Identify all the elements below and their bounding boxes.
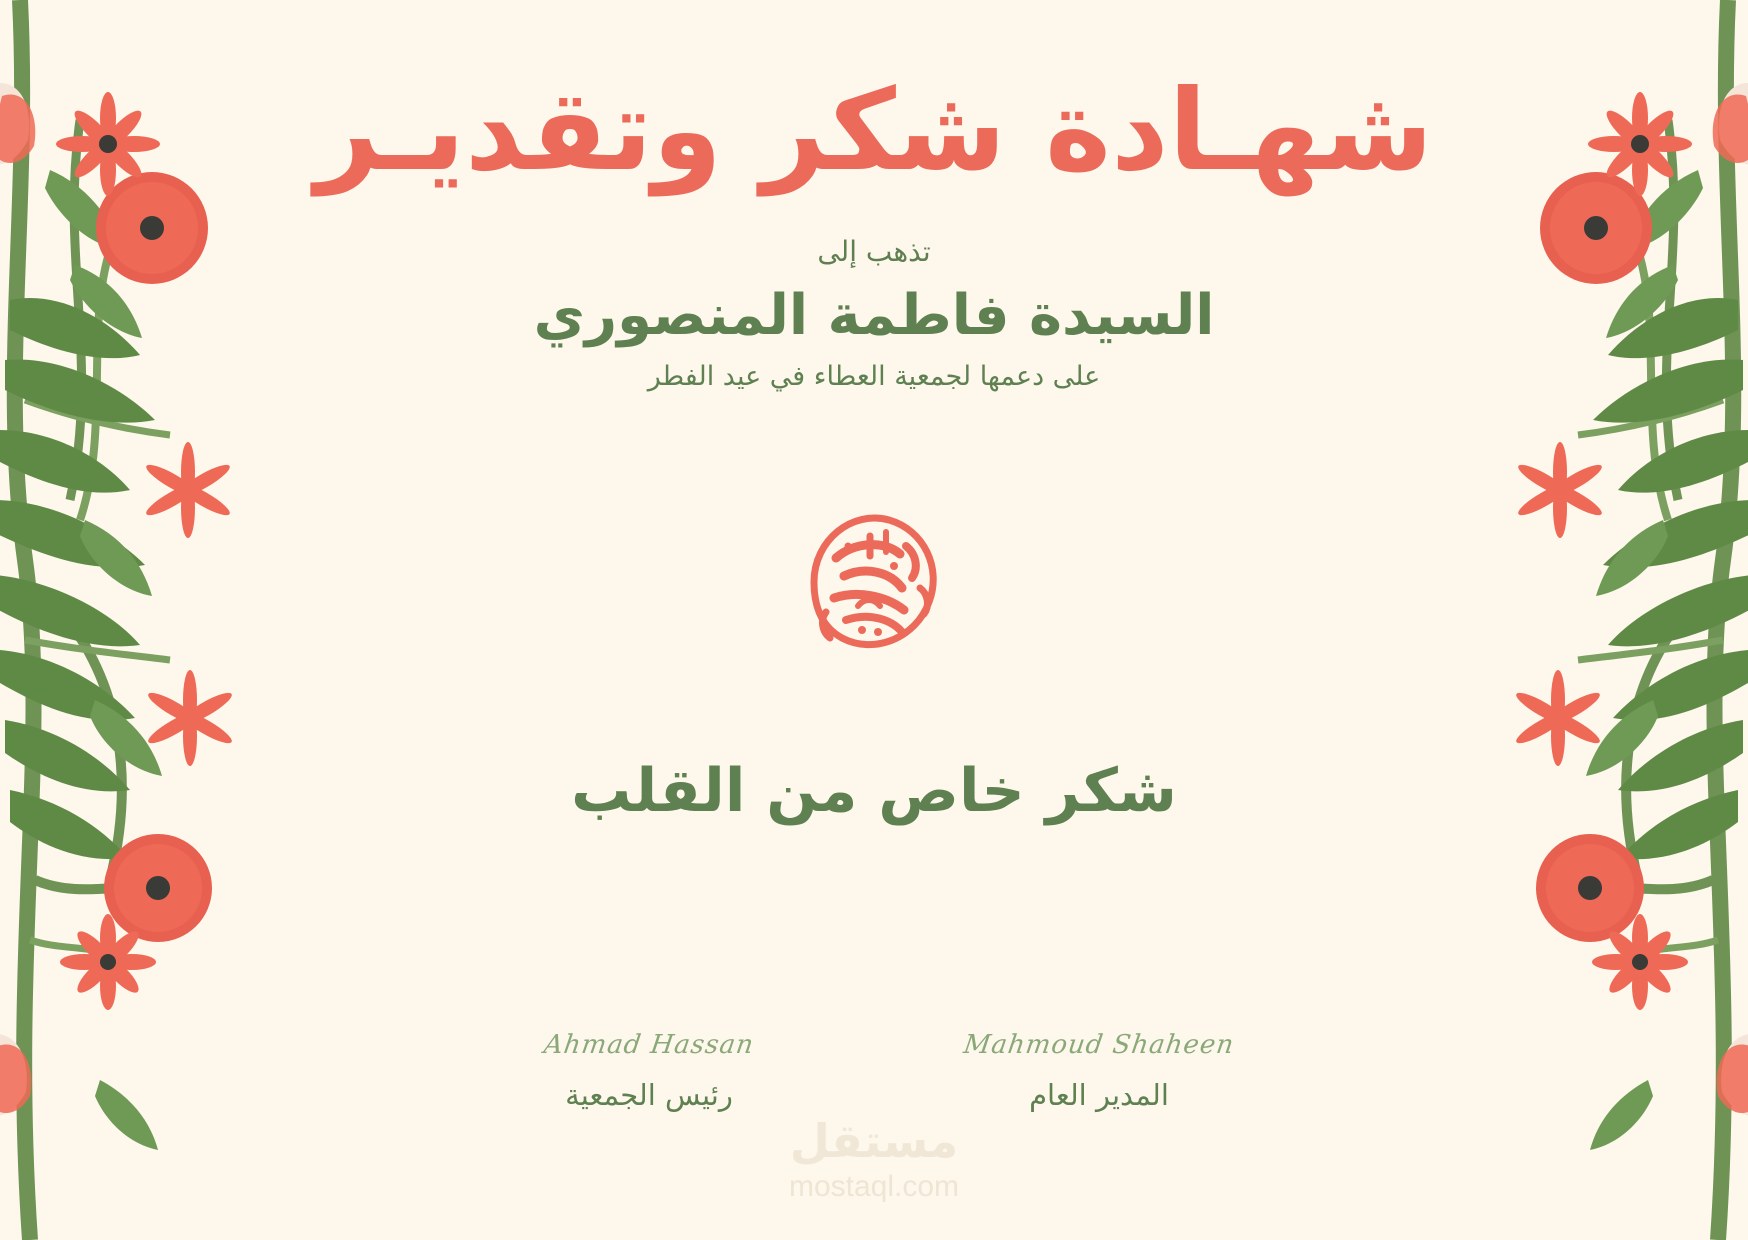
signature-block-general-manager — [949, 1030, 1249, 1112]
award-reason: على دعمها لجمعية العطاء في عيد الفطر — [647, 361, 1101, 393]
signature-name: Ahmad Hassan — [542, 1030, 756, 1060]
thanks-message: شكر خاص من القلب — [571, 756, 1177, 827]
recipient-name: السيدة فاطمة المنصوري — [533, 283, 1215, 349]
signatures-row — [0, 1030, 1748, 1112]
signature-role: رئيس الجمعية — [565, 1078, 733, 1112]
eid-calligraphy-seal — [774, 480, 974, 680]
watermark-arabic-text: مستقل — [789, 1114, 959, 1168]
signature-role: المدير العام — [1029, 1078, 1169, 1112]
signature-name: Mahmoud Shaheen — [961, 1030, 1237, 1060]
goes-to-label: تذهب إلى — [817, 235, 931, 269]
watermark-latin-text: mostaql.com — [788, 1170, 960, 1203]
certificate-title: شهـادة شكر وتقديـر — [315, 66, 1433, 196]
signature-block-president — [499, 1030, 799, 1112]
